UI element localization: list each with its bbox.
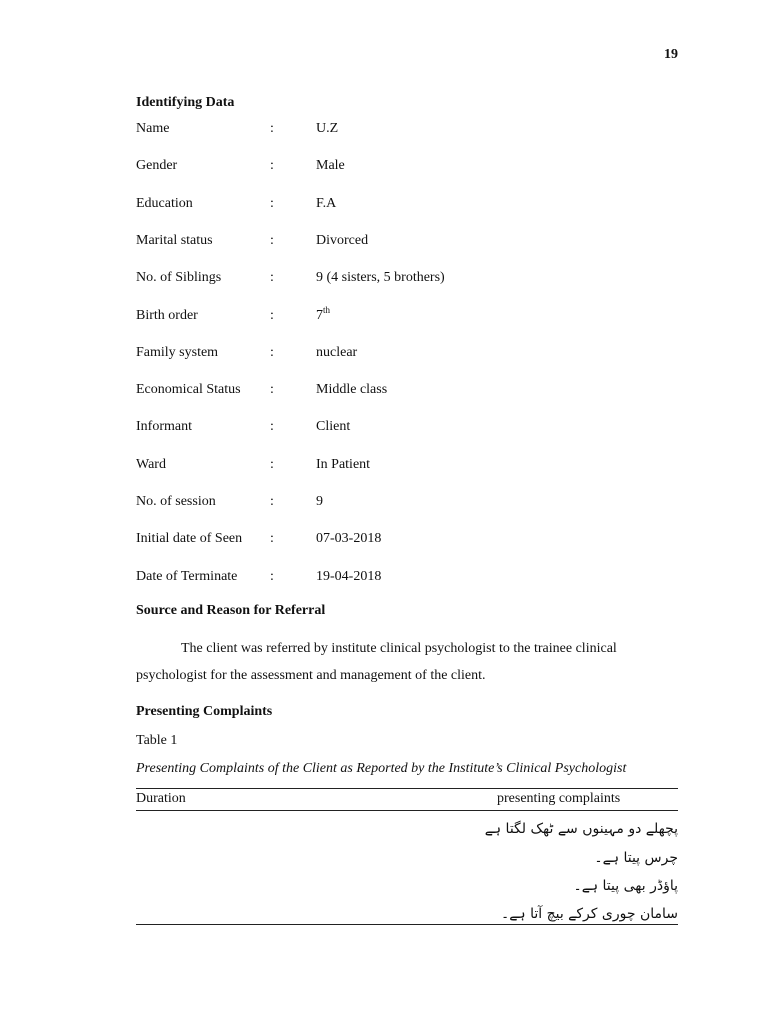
field-separator: : <box>270 158 274 173</box>
field-value-text: nuclear <box>316 345 358 360</box>
field-label: No. of Siblings <box>136 270 222 285</box>
field-label: Birth order <box>136 308 198 323</box>
complaint-row: پاؤڈر بھی پیتا ہے۔ <box>573 878 678 894</box>
field-separator: : <box>270 345 274 360</box>
field-value-text: Middle class <box>316 382 388 397</box>
field-label: Marital status <box>136 233 213 248</box>
table-label: Table 1 <box>136 733 178 748</box>
field-separator: : <box>270 196 274 211</box>
field-value-text: 19-04-2018 <box>316 569 382 584</box>
field-value <box>316 270 445 286</box>
field-value-text: 9 (4 sisters, 5 brothers) <box>316 270 445 285</box>
referral-heading: Source and Reason for Referral <box>136 603 326 618</box>
field-label: No. of session <box>136 494 216 509</box>
table-top-rule <box>136 788 678 789</box>
identifying-row <box>136 457 676 477</box>
identifying-row <box>136 419 676 439</box>
identifying-row <box>136 270 676 290</box>
field-value <box>316 419 350 435</box>
field-separator: : <box>270 270 274 285</box>
field-label: Name <box>136 121 170 136</box>
field-value-text: Client <box>316 419 351 434</box>
field-separator: : <box>270 457 274 472</box>
field-value-text: In Patient <box>316 457 371 472</box>
identifying-row <box>136 531 676 551</box>
identifying-row <box>136 382 676 402</box>
field-separator: : <box>270 531 274 546</box>
field-label: Economical Status <box>136 382 241 397</box>
field-value <box>316 233 368 249</box>
field-value <box>316 121 338 137</box>
complaints-column-header: presenting complaints <box>497 791 621 806</box>
field-label: Gender <box>136 158 178 173</box>
field-value-text: 7 <box>316 308 323 323</box>
complaint-row: سامان چوری کرکے بیچ آتا ہے۔ <box>501 906 678 922</box>
field-value <box>316 531 381 547</box>
field-value-text: Male <box>316 158 345 173</box>
identifying-row <box>136 345 676 365</box>
field-value <box>316 569 381 585</box>
identifying-row <box>136 305 676 328</box>
field-separator: : <box>270 382 274 397</box>
referral-paragraph <box>136 635 678 689</box>
page-number: 19 <box>664 47 678 62</box>
field-value-text: F.A <box>316 196 337 211</box>
field-separator: : <box>270 121 274 136</box>
field-label: Informant <box>136 419 192 434</box>
table-header-rule <box>136 810 678 811</box>
complaint-row: پچھلے دو مہینوں سے ٹھک لگتا ہے <box>484 821 678 837</box>
duration-column-header: Duration <box>136 791 186 806</box>
field-separator: : <box>270 419 274 434</box>
field-value-text: 07-03-2018 <box>316 531 382 546</box>
referral-text: The client was referred by institute clinical psychologist to the trainee clinical psychologist for the assessment and management of the client. <box>136 641 617 683</box>
field-label: Family system <box>136 345 219 360</box>
presenting-complaints-heading: Presenting Complaints <box>136 704 273 719</box>
field-value <box>316 196 336 212</box>
identifying-row <box>136 196 676 216</box>
field-value <box>316 494 323 510</box>
field-value-text: 9 <box>316 494 323 509</box>
field-separator: : <box>270 308 274 323</box>
identifying-row <box>136 121 676 141</box>
identifying-data-heading: Identifying Data <box>136 95 235 110</box>
field-separator: : <box>270 569 274 584</box>
field-value <box>316 305 331 324</box>
field-label: Ward <box>136 457 166 472</box>
complaint-row: چرس پیتا ہے۔ <box>594 850 678 866</box>
table-bottom-rule <box>136 924 678 925</box>
field-value <box>316 158 345 174</box>
field-value <box>316 457 370 473</box>
identifying-row <box>136 569 676 589</box>
field-separator: : <box>270 494 274 509</box>
field-label: Date of Terminate <box>136 569 238 584</box>
identifying-row <box>136 233 676 253</box>
field-separator: : <box>270 233 274 248</box>
field-value <box>316 382 387 398</box>
field-value-text: U.Z <box>316 121 339 136</box>
field-value <box>316 345 357 361</box>
field-label: Initial date of Seen <box>136 531 243 546</box>
ordinal-suffix: th <box>323 305 331 315</box>
identifying-row <box>136 158 676 178</box>
table-caption: Presenting Complaints of the Client as Reported by the Institute’s Clinical Psychologist <box>136 761 627 776</box>
identifying-row <box>136 494 676 514</box>
field-value-text: Divorced <box>316 233 369 248</box>
field-label: Education <box>136 196 193 211</box>
